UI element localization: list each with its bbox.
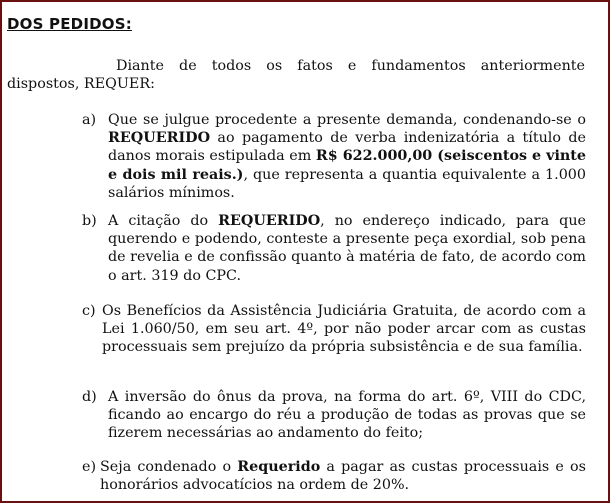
bold-term: REQUERIDO: [108, 130, 211, 147]
item-marker: e): [82, 459, 97, 475]
list-item-a: [82, 111, 586, 202]
item-text: A citação do REQUERIDO, no endereço indicado, para que querendo e podendo, conteste a presente peça exordial, sob pena de revelia e de confissão quanto à matéria de fato, de acordo com o art. 319 do CPC.: [108, 213, 586, 284]
item-marker: d): [82, 389, 97, 405]
intro-paragraph: Diante de todos os fatos e fundamentos anteriormente dispostos, REQUER:: [7, 58, 585, 93]
list-item-d: [82, 388, 586, 443]
item-marker: c): [82, 303, 96, 319]
item-text: Seja condenado o Requerido a pagar as custas processuais e os honorários advocatícios na ordem de 20%.: [100, 459, 586, 494]
list-item-e: [82, 458, 586, 494]
item-text: A inversão do ônus da prova, na forma do art. 6º, VIII do CDC, ficando ao encargo do réu a produção de todas as provas que se fizerem necessárias ao andamento do feito;: [108, 389, 586, 442]
bold-term: REQUERIDO: [218, 213, 321, 229]
list-item-b: [82, 212, 586, 285]
item-marker: a): [82, 112, 97, 128]
item-marker: b): [82, 213, 97, 229]
section-heading: DOS PEDIDOS:: [7, 15, 132, 33]
item-text: Que se julgue procedente a presente demanda, condenando-se o REQUERIDO ao pagamento de verba indenizatória a título de danos morais estipulada em R$ 622.000,00 (seiscentos e vinte e dois mil reais.), que representa a quantia equivalente a 1.000 salários mínimos.: [108, 112, 586, 201]
item-text: Os Benefícios da Assistência Judiciária Gratuita, de acordo com a Lei 1.060/50, em seu art. 4º, por não poder arcar com as custas processuais sem prejuízo da própria subsistência e de sua família.: [102, 303, 586, 356]
list-item-c: [82, 302, 586, 357]
bold-amount: R$ 622.000,00 (seiscentos e vinte e dois mil reais.): [108, 148, 586, 183]
bold-term: Requerido: [237, 459, 321, 475]
